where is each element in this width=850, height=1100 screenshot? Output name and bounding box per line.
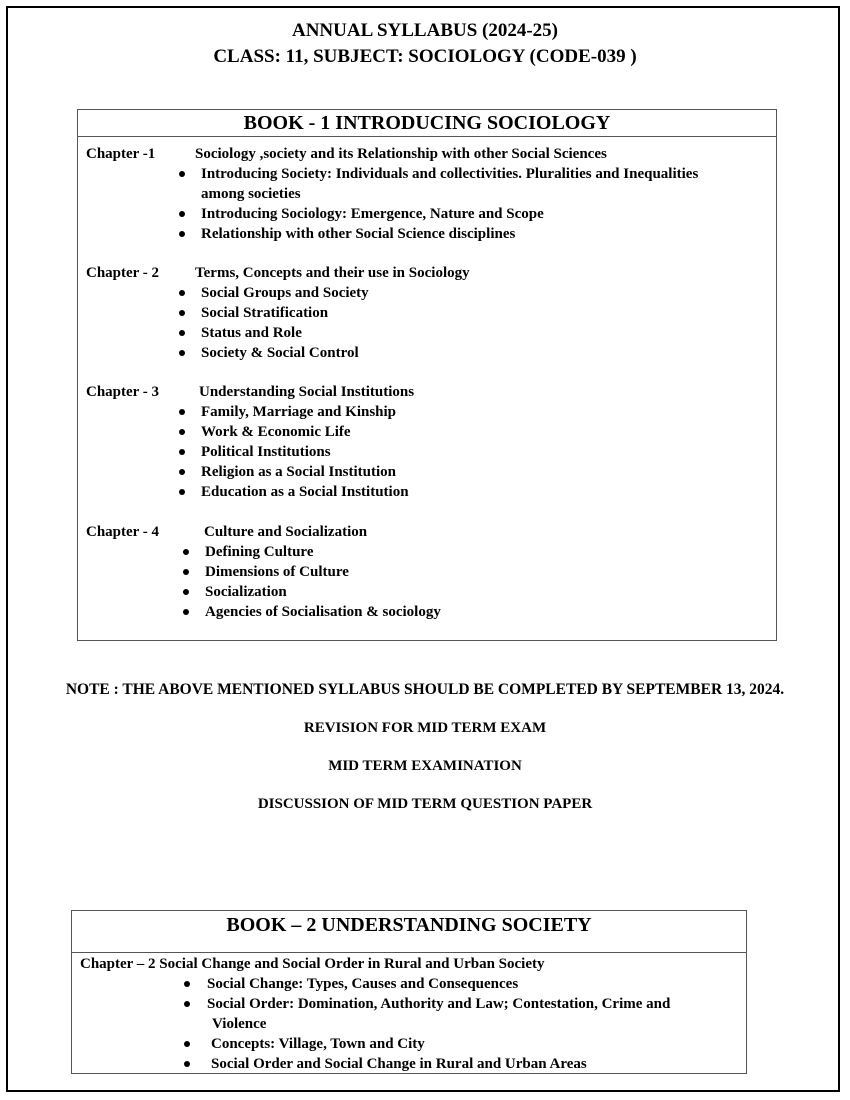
bullet-icon: [179, 489, 185, 495]
list-item: Social Order and Social Change in Rural and Urban Areas: [72, 1054, 746, 1074]
bullet-icon: [179, 211, 185, 217]
list-item: Relationship with other Social Science disciplines: [78, 224, 776, 244]
book1-chapter-2: [78, 263, 776, 363]
chapter-number: Chapter -1: [86, 146, 156, 162]
bullet-icon: [184, 981, 190, 987]
chapter-title: Understanding Social Institutions: [199, 384, 415, 400]
exam-line: MID TERM EXAMINATION: [328, 758, 522, 774]
list-item: Defining Culture: [78, 542, 776, 562]
book2-title: BOOK – 2 UNDERSTANDING SOCIETY: [72, 911, 746, 953]
list-item: Social Groups and Society: [78, 283, 776, 303]
completion-note: NOTE : THE ABOVE MENTIONED SYLLABUS SHOULD BE COMPLETED BY SEPTEMBER 13, 2024.: [65, 681, 785, 698]
bullet-icon: [179, 429, 185, 435]
book2-box: [71, 910, 747, 1074]
list-item: Dimensions of Culture: [78, 562, 776, 582]
bullet-icon: [183, 589, 189, 595]
bullet-icon: [183, 549, 189, 555]
book1-chapter-3: [78, 382, 776, 502]
list-item: Agencies of Socialisation & sociology: [78, 602, 776, 622]
bullet-icon: [179, 171, 185, 177]
syllabus-title: ANNUAL SYLLABUS (2024-25): [291, 20, 559, 41]
discussion-line: DISCUSSION OF MID TERM QUESTION PAPER: [257, 796, 593, 812]
book2-chapter-title: Chapter – 2 Social Change and Social Order in Rural and Urban Society: [80, 956, 545, 972]
bullet-icon: [179, 350, 185, 356]
chapter-number: Chapter - 3: [86, 384, 160, 400]
list-item: Work & Economic Life: [78, 422, 776, 442]
list-item: Education as a Social Institution: [78, 482, 776, 502]
bullet-icon: [184, 1001, 190, 1007]
book1-chapter-4: [78, 522, 776, 622]
list-item: Social Change: Types, Causes and Consequences: [72, 974, 746, 994]
list-item: Status and Role: [78, 323, 776, 343]
chapter-title: Terms, Concepts and their use in Sociology: [195, 265, 470, 281]
list-item: Society & Social Control: [78, 343, 776, 363]
list-item: Religion as a Social Institution: [78, 462, 776, 482]
bullet-icon: [184, 1061, 190, 1067]
list-item: Concepts: Village, Town and City: [72, 1034, 746, 1054]
list-item: Political Institutions: [78, 442, 776, 462]
list-item: Introducing Society: Individuals and collectivities. Pluralities and Inequalities: [78, 164, 776, 184]
bullet-icon: [183, 609, 189, 615]
bullet-icon: [179, 330, 185, 336]
chapter-number: Chapter - 4: [86, 524, 160, 540]
chapter-title: Culture and Socialization: [204, 524, 368, 540]
list-item: Introducing Sociology: Emergence, Nature and Scope: [78, 204, 776, 224]
chapter-title: Sociology ,society and its Relationship with other Social Sciences: [195, 146, 607, 162]
bullet-icon: [183, 569, 189, 575]
list-item: Social Stratification: [78, 303, 776, 323]
list-item: Social Order: Domination, Authority and Law; Contestation, Crime and: [72, 994, 746, 1014]
list-item-continuation: Violence: [212, 1016, 267, 1032]
bullet-icon: [179, 469, 185, 475]
book1-box: [77, 109, 777, 641]
bullet-icon: [179, 310, 185, 316]
bullet-icon: [184, 1041, 190, 1047]
class-subject-title: CLASS: 11, SUBJECT: SOCIOLOGY (CODE-039 ): [213, 46, 637, 67]
chapter-number: Chapter - 2: [86, 265, 160, 281]
bullet-icon: [179, 449, 185, 455]
list-item: Family, Marriage and Kinship: [78, 402, 776, 422]
revision-line: REVISION FOR MID TERM EXAM: [303, 720, 547, 736]
list-item: Socialization: [78, 582, 776, 602]
bullet-icon: [179, 409, 185, 415]
book1-title: BOOK - 1 INTRODUCING SOCIOLOGY: [78, 110, 776, 137]
bullet-icon: [179, 290, 185, 296]
list-item-continuation: among societies: [201, 186, 301, 202]
bullet-icon: [179, 231, 185, 237]
book1-chapter-1: [78, 144, 776, 244]
